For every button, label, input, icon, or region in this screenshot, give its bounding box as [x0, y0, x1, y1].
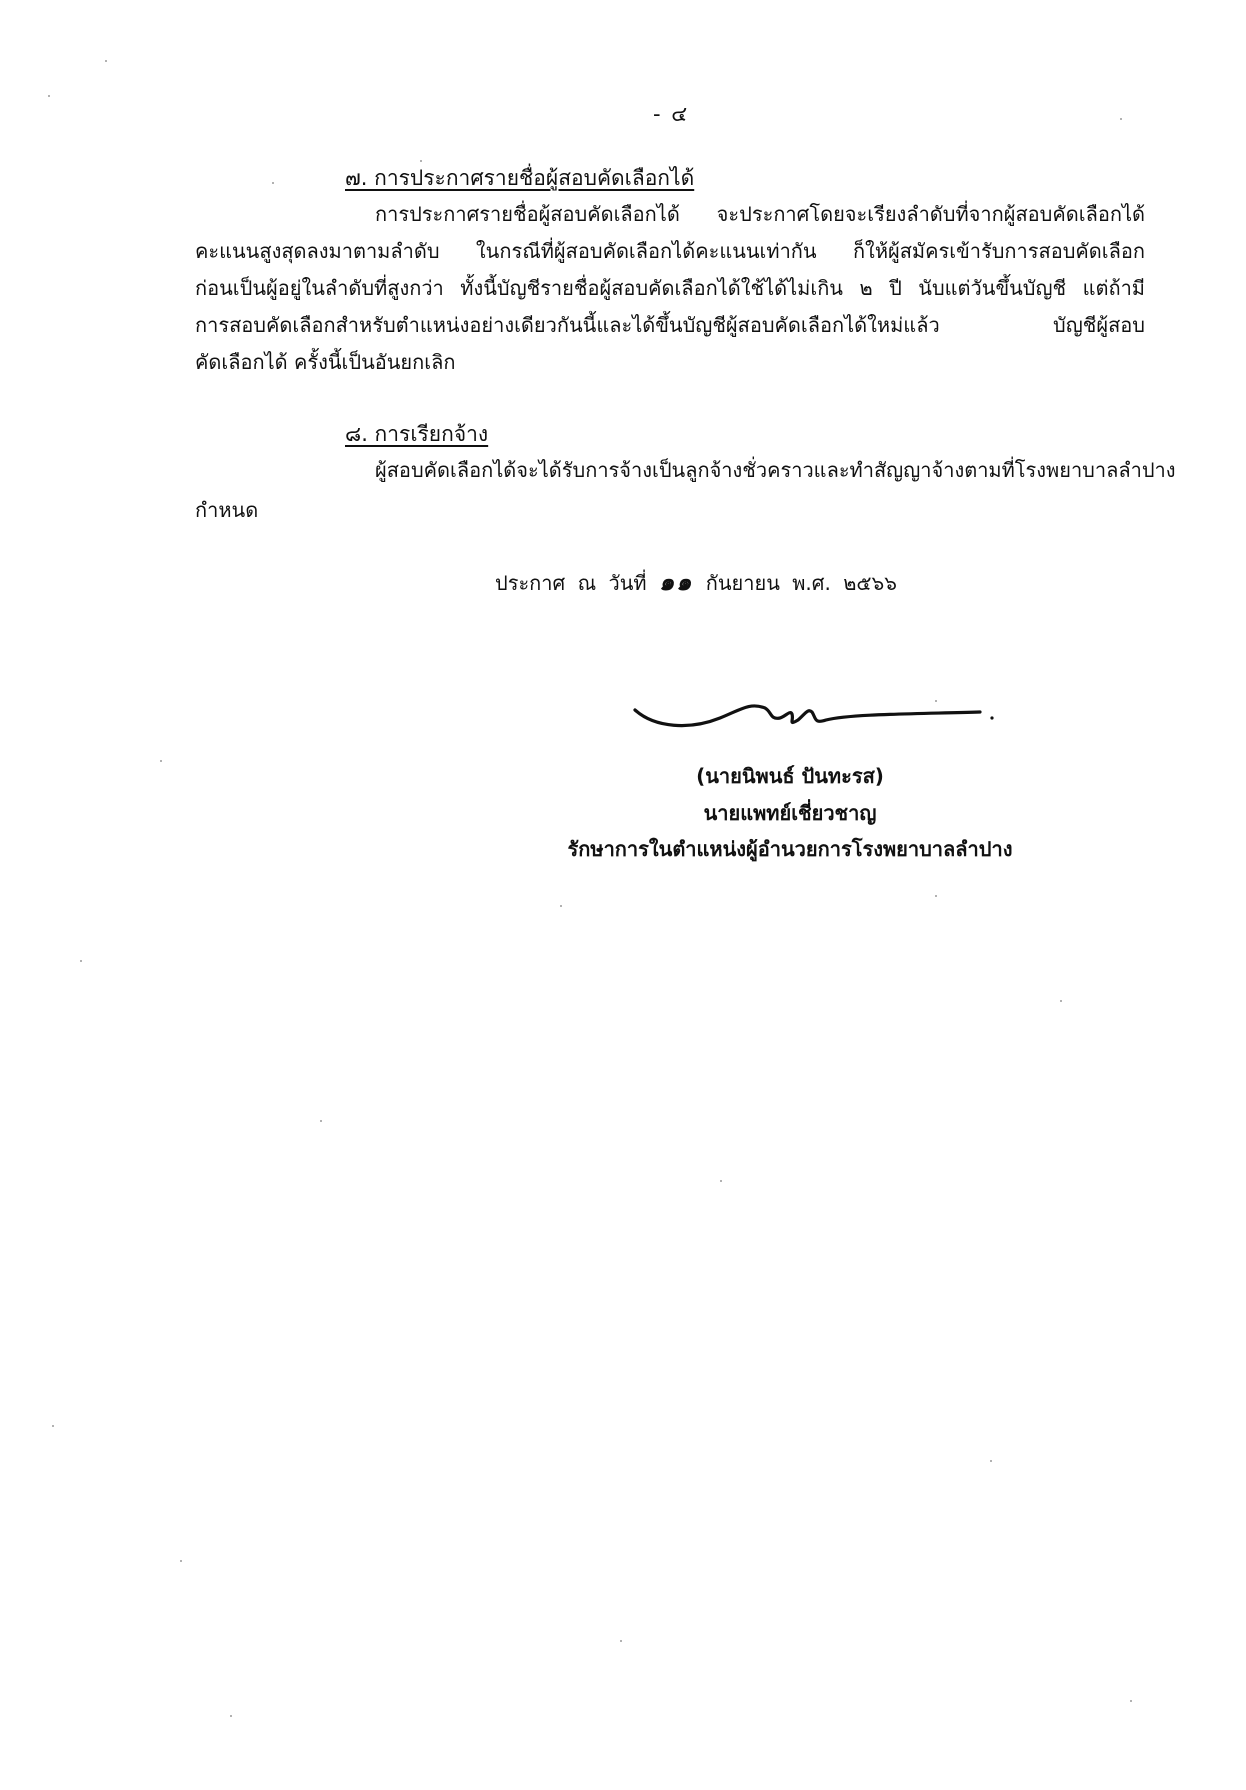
signatory-title: นายแพทย์เชี่ยวชาญ	[703, 801, 877, 825]
scan-speck	[935, 700, 937, 702]
scan-speck	[80, 960, 82, 962]
announcement-prefix: ประกาศ ณ วันที่	[495, 571, 647, 595]
scan-speck	[52, 1425, 54, 1427]
section-8-line-1: ผู้สอบคัดเลือกได้จะได้รับการจ้างเป็นลูกจ้างชั่วคราวและทำสัญญาจ้างตามที่โรงพยาบาลลำปาง	[375, 458, 1176, 482]
signatory-name: (นายนิพนธ์ ปันทะรส)	[696, 764, 884, 788]
announcement-suffix: กันยายน พ.ศ. ๒๕๖๖	[705, 571, 897, 595]
handwritten-signature	[630, 690, 1000, 740]
section-8-heading: ๘. การเรียกจ้าง	[345, 422, 489, 446]
scan-speck	[272, 182, 274, 184]
page-number: - ๔	[653, 102, 690, 126]
scan-speck	[420, 160, 422, 162]
section-7-line-1: การประกาศรายชื่อผู้สอบคัดเลือกได้ จะประกาศโดยจะเรียงลำดับที่จากผู้สอบคัดเลือกได้	[375, 202, 1145, 226]
scan-speck	[935, 895, 937, 897]
scan-speck	[160, 760, 162, 762]
scan-speck	[230, 1715, 232, 1717]
scan-speck	[720, 1180, 722, 1182]
scan-speck	[560, 905, 562, 907]
scan-speck	[48, 95, 50, 97]
scan-speck	[180, 1560, 182, 1562]
scan-speck	[1130, 1700, 1132, 1702]
section-7-line-5: คัดเลือกได้ ครั้งนี้เป็นอันยกเลิก	[195, 350, 456, 374]
section-7-line-3: ก่อนเป็นผู้อยู่ในลำดับที่สูงกว่า ทั้งนี้บัญชีรายชื่อผู้สอบคัดเลือกได้ใช้ได้ไม่เกิน ๒ ปี นับแต่วันขึ้นบัญชี แต่ถ้ามี	[195, 276, 1145, 300]
scan-speck	[620, 1640, 622, 1642]
scan-speck	[1060, 1000, 1062, 1002]
scan-speck	[105, 60, 107, 62]
announcement-date	[495, 562, 897, 601]
section-7-line-2: คะแนนสูงสุดลงมาตามลำดับ ในกรณีที่ผู้สอบคัดเลือกได้คะแนนเท่ากัน ก็ให้ผู้สมัครเข้ารับการสอบคัดเลือก	[195, 239, 1145, 263]
announcement-day: ๑๑	[658, 567, 694, 596]
scan-speck	[1120, 118, 1122, 120]
section-8-line-2: กำหนด	[195, 498, 259, 522]
scan-speck	[320, 1120, 322, 1122]
section-7-heading: ๗. การประกาศรายชื่อผู้สอบคัดเลือกได้	[345, 166, 695, 190]
scan-speck	[990, 1460, 992, 1462]
signatory-position: รักษาการในตำแหน่งผู้อำนวยการโรงพยาบาลลำปาง	[567, 837, 1013, 861]
section-7-line-4: การสอบคัดเลือกสำหรับตำแหน่งอย่างเดียวกันนี้และได้ขึ้นบัญชีผู้สอบคัดเลือกได้ใหม่แล้ว บัญชีผู้สอบ	[195, 313, 1145, 337]
